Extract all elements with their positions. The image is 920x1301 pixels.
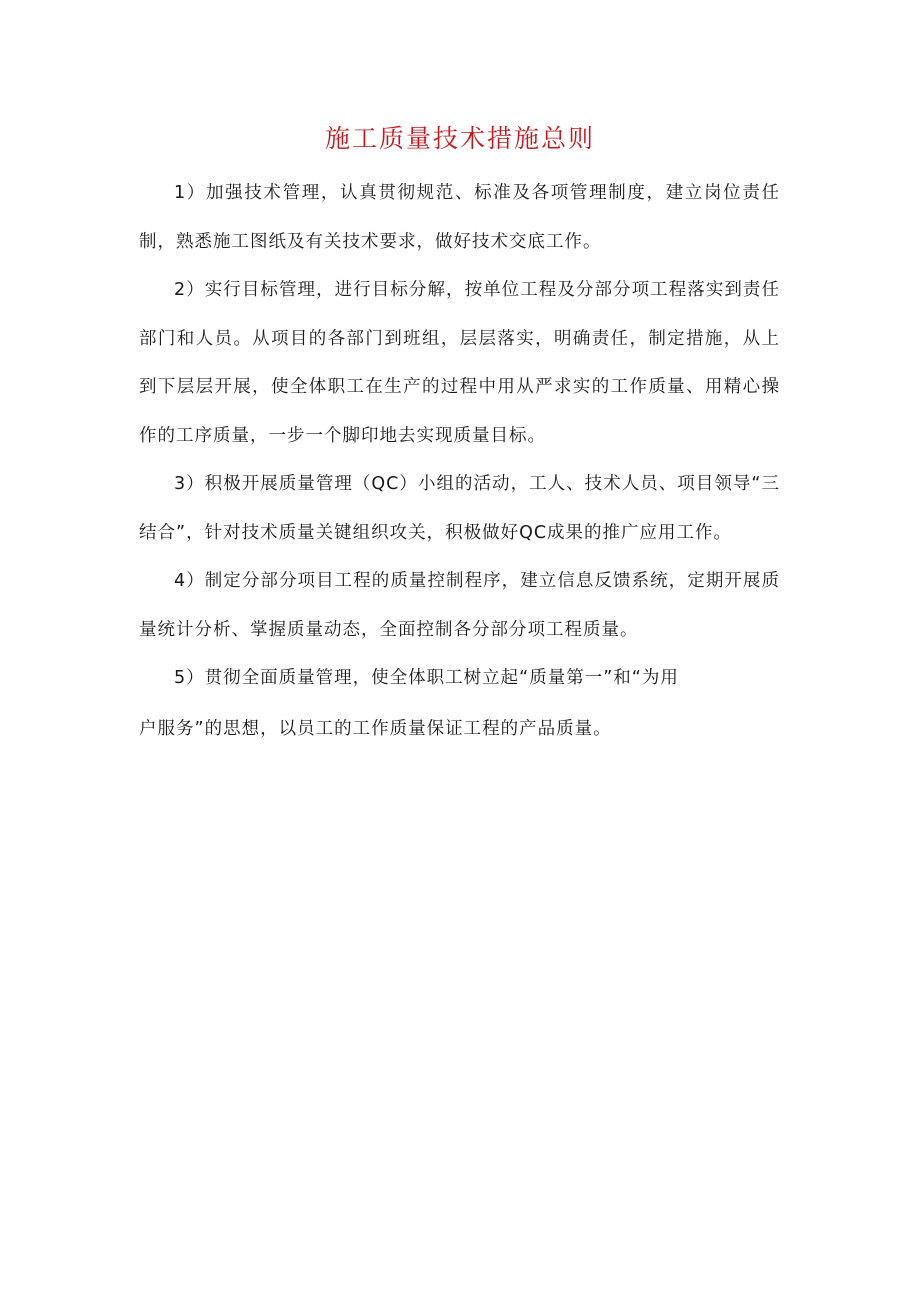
paragraph-3: 3）积极开展质量管理（QC）小组的活动，工人、技术人员、项目领导“三结合”，针对技术质量关键组织攻关，积极做好QC成果的推广应用工作。	[139, 474, 780, 543]
paragraph-5-line-1: 5）贯彻全面质量管理，使全体职工树立起“质量第一”和“为用	[174, 668, 679, 688]
paragraph-4: 4）制定分部分项目工程的质量控制程序，建立信息反馈系统，定期开展质量统计分析、掌握质量动态，全面控制各分部分项工程质量。	[139, 571, 780, 640]
document-body	[139, 169, 780, 753]
document-title: 施工质量技术措施总则	[324, 124, 595, 153]
paragraph-1: 1）加强技术管理，认真贯彻规范、标准及各项管理制度，建立岗位责任制，熟悉施工图纸及有关技术要求，做好技术交底工作。	[139, 183, 780, 252]
paragraph-5-line-2: 户服务”的思想，以员工的工作质量保证工程的产品质量。	[139, 718, 612, 739]
paragraph-2: 2）实行目标管理，进行目标分解，按单位工程及分部分项工程落实到责任部门和人员。从项目的各部门到班组，层层落实，明确责任，制定措施，从上到下层层开展，使全体职工在生产的过程中用从严求实的工作质量、用精心操作的工序质量，一步一个脚印地去实现质量目标。	[139, 280, 780, 446]
